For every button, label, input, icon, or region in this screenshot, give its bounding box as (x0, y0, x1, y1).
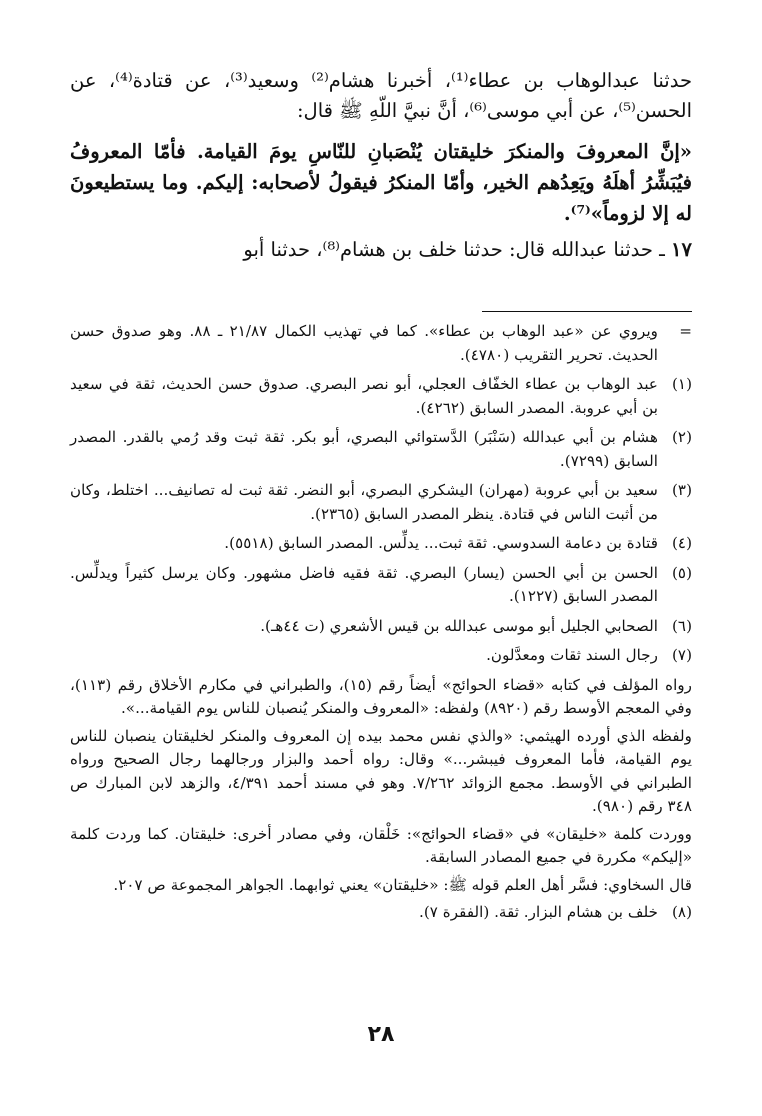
footnote-number: (١) (671, 375, 692, 393)
footnote-7-sakhawi: قال السخاوي: فسَّر أهل العلم قوله ﷺ: «خليقتان» يعني ثوابهما. الجواهر المجموعة ص ٢٠٧. (113, 875, 692, 894)
footnote-2 (70, 426, 692, 473)
hadith-17-paragraph (70, 235, 692, 265)
footnote-separator (70, 271, 692, 320)
footnote-4 (70, 532, 692, 556)
page-number: ٢٨ (367, 1022, 395, 1047)
footnote-text: هشام بن أبي عبدالله (سَنْبَر) الدَّستوائي البصري، أبو بكر. ثقة ثبت وقد رُمي بالقدر. المصدر السابق (٧٢٩٩). (70, 428, 658, 470)
footnote-number: (٣) (671, 481, 692, 499)
footnote-7 (70, 644, 692, 668)
footnotes (70, 320, 692, 925)
page-content (70, 66, 692, 931)
footnote-6 (70, 615, 692, 639)
footnote-number: (٢) (671, 428, 692, 446)
footnote-text: سعيد بن أبي عروبة (مهران) اليشكري البصري، أبو النضر. ثقة ثبت له تصانيف... اختلط، وكان من أثبت الناس في قتادة. ينظر المصدر السابق (٢٣٦٥). (70, 481, 658, 523)
footnote-3 (70, 479, 692, 526)
footnote-7-haythami: ولفظه الذي أورده الهيثمي: «والذي نفس محمد بيده إن المعروف والمنكر لخليقتان ينصبان للناس يوم القيامة، فأما المعروف فيبشر...» وقال: رواه أحمد والبزار ورجالهما رجال الصحيح ورواه الطبراني في الأوسط. مجمع الزوائد ٧/٢٦٢. وهو في مسند أحمد ٤/٣٩١، والزهد لابن المبارك ص ٣٤٨ رقم (٩٨٠). (70, 726, 692, 815)
footnote-5 (70, 562, 692, 609)
footnote-text: قتادة بن دعامة السدوسي. ثقة ثبت... يدلِّس. المصدر السابق (٥٥١٨). (224, 534, 658, 552)
footnote-7-wording: ووردت كلمة «خليقان» في «قضاء الحوائج»: خَلْقان، وفي مصادر أخرى: خليقتان. كما وردت كلمة «إليكم» مكررة في جميع المصادر السابقة. (70, 824, 692, 866)
footnote-text: الحسن بن أبي الحسن (يسار) البصري. ثقة فقيه فاضل مشهور. وكان يرسل كثيراً ويدلِّس. المصدر السابق (١٢٢٧). (70, 563, 658, 605)
footnote-number: (٨) (671, 903, 692, 921)
footnote-8 (70, 901, 692, 925)
footnote-number: (٧) (671, 646, 692, 664)
main-paragraph-isnad: حدثنا عبدالوهاب بن عطاء⁽¹⁾، أخبرنا هشام⁽²⁾ وسعيد⁽³⁾، عن قتادة⁽⁴⁾، عن الحسن⁽⁵⁾، عن أبي موسى⁽⁶⁾، أنَّ نبيَّ اللّهِ ﷺ قال: (70, 69, 693, 122)
separator-line (482, 311, 692, 312)
footnote-continuation (70, 320, 692, 367)
footnote-text: ويروي عن «عبد الوهاب بن عطاء». كما في تهذيب الكمال ٢١/٨٧ ـ ٨٨. وهو صدوق حسن الحديث. تحرير التقريب (٤٧٨٠). (70, 322, 658, 364)
footnote-text: عبد الوهاب بن عطاء الخفّاف العجلي، أبو نصر البصري. صدوق حسن الحديث، ثقة في سعيد بن أبي عروبة. المصدر السابق (٤٢٦٢). (70, 375, 658, 417)
footnote-text: الصحابي الجليل أبو موسى عبدالله بن قيس الأشعري (ت ٤٤هـ). (260, 616, 658, 635)
footnote-number: (٤) (671, 534, 692, 552)
hadith-number: ١٧ (671, 238, 692, 261)
hadith-17-text: ـ حدثنا عبدالله قال: حدثنا خلف بن هشام⁽⁸⁾، حدثنا أبو (243, 238, 665, 261)
footnote-7-takhrij: رواه المؤلف في كتابه «قضاء الحوائج» أيضاً رقم (١٥)، والطبراني في مكارم الأخلاق رقم (١١٣)، وفي المعجم الأوسط رقم (٨٩٢٠) ولفظه: «المعروف والمنكر يُنصبان للناس يوم القيامة...». (70, 675, 692, 717)
footnote-marker: = (679, 322, 692, 340)
footnote-1 (70, 373, 692, 420)
footnote-text: خلف بن هشام البزار. ثقة. (الفقرة ٧). (419, 903, 658, 921)
footnote-number: (٦) (671, 616, 692, 635)
footnote-text: رجال السند ثقات ومعدَّلون. (486, 646, 658, 664)
hadith-text: «إنَّ المعروفَ والمنكرَ خليقتان يُنْصَبانِ للنّاسِ يومَ القيامة. فأمّا المعروفُ فيُبَشِّرُ أهلَهُ ويَعِدُهم الخير، وأمّا المنكرُ فيقولُ لأصحابه: إليكم. وما يستطيعونَ له إلا لزوماً»⁽⁷⁾. (70, 140, 692, 225)
footnote-number: (٥) (671, 563, 692, 582)
